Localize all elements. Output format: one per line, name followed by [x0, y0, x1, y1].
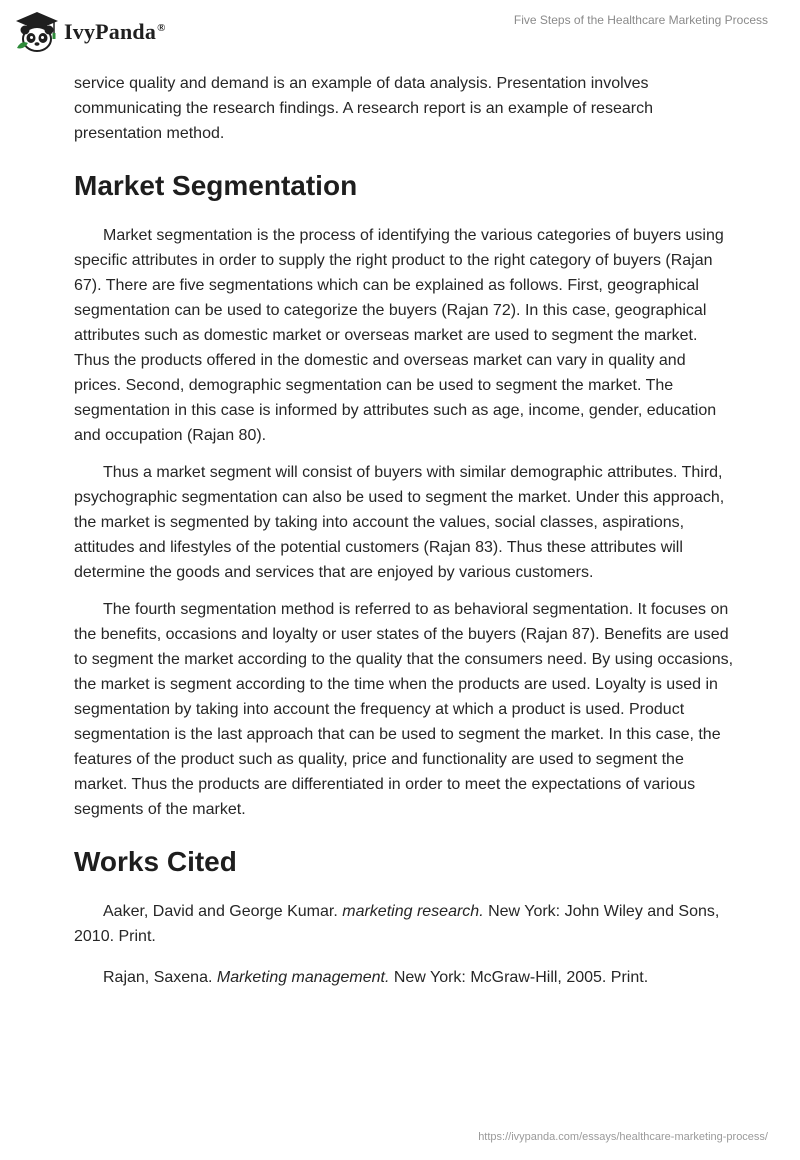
paragraph: Market segmentation is the process of identifying the various categories of buyers using specific attributes in order to supply the right product to the right category of buyers (Rajan 67). There are five segmentations which can be explained as follows. First, geographical segmentation can be used to categorize the buyers (Rajan 72). In this case, geographical attributes such as domestic market or overseas market are used to segment the market. Thus the products offered in the domestic and overseas market can vary in quality and prices. Second, demographic segmentation can be used to segment the market. The segmentation in this case is informed by attributes such as age, income, gender, education and occupation (Rajan 80). — [74, 227, 724, 444]
paragraph: The fourth segmentation method is referred to as behavioral segmentation. It focuses on the benefits, occasions and loyalty or user states of the buyers (Rajan 87). Benefits are used to segment the market according to the quality that the consumers need. By using occasions, the market is segment according to the time when the products are used. Loyalty is used in segmentation by taking into account the frequency at which a product is used. Product segmentation is the last approach that can be used to segment the market. In this case, the features of the product such as quality, price and functionality are used to segment the market. Thus the products are differentiated in order to meet the expectations of various segments of the market. — [74, 601, 734, 818]
citation-entry: Aaker, David and George Kumar. marketing research. New York: John Wiley and Sons, 2010. Print. — [74, 903, 720, 945]
page-header — [0, 0, 800, 64]
brand-name: IvyPanda® — [64, 19, 166, 44]
paragraph: Thus a market segment will consist of buyers with similar demographic attributes. Third, psychographic segmentation can also be used to segment the market. Under this approach, the market is segmented by taking into account the values, social classes, aspirations, attitudes and lifestyles of the potential customers (Rajan 83). Thus these attributes will determine the goods and services that are enjoyed by various customers. — [74, 464, 725, 581]
panda-graduate-icon — [14, 10, 60, 54]
section-heading-works-cited: Works Cited — [74, 846, 237, 877]
intro-paragraph: service quality and demand is an example of data analysis. Presentation involves communicating the research findings. A research report is an example of research presentation method. — [74, 75, 653, 142]
citation-entry: Rajan, Saxena. Marketing management. New York: McGraw-Hill, 2005. Print. — [103, 969, 649, 986]
citation-title: Marketing management. — [216, 969, 390, 986]
document-title: Five Steps of the Healthcare Marketing Process — [513, 13, 768, 27]
ivypanda-logo[interactable] — [14, 10, 166, 54]
source-url-link[interactable]: https://ivypanda.com/essays/healthcare-marketing-process/ — [478, 1131, 768, 1143]
citation-title: marketing research. — [342, 903, 484, 920]
section-heading-market-segmentation: Market Segmentation — [74, 170, 358, 201]
essay-content — [74, 71, 734, 1006]
